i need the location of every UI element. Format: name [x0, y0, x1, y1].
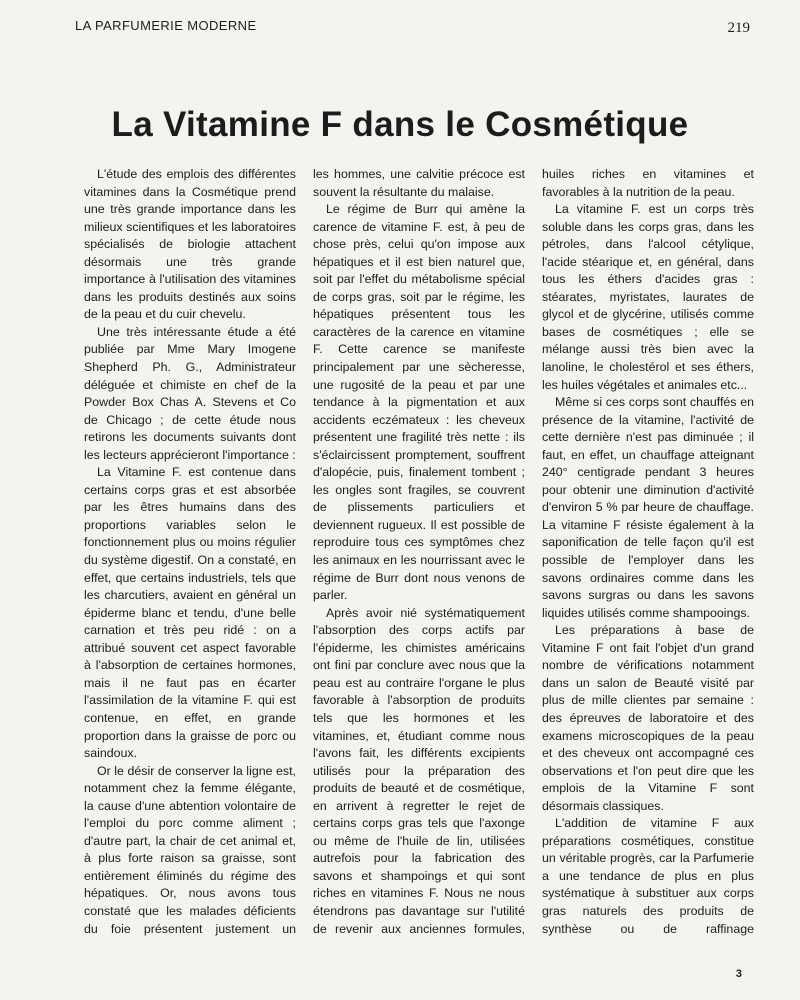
- article-title: La Vitamine F dans le Cosmétique: [111, 105, 689, 145]
- column-3: [542, 166, 754, 936]
- paragraph: La vitamine F. est un corps très soluble dans les corps gras, dans les pétroles, dans l'alcool cétylique, l'acide stéarique et, en général, dans tous les éthers d'acides gras : stéarates, myristates, laurates de glycol et de glycérine, utilisés comme bases de cosmétiques ; elle se mélange aussi très bien avec la lanoline, le cholestérol et ses éthers, les huiles végétales et animales etc...: [542, 202, 754, 392]
- paragraph: Même si ces corps sont chauffés en présence de la vitamine, l'activité de cette dernière n'est pas diminuée ; il faut, en effet, un chauffage atteignant 240° centigrade pendant 3 heures pour obtenir une diminution d'activité d'environ 5 % par heure de chauffage. La vitamine F résiste également à la saponification de telle façon qu'il est possible de l'employer dans les savons ordinaires comme dans les savons surgras ou dans les savons liquides utilisés comme shampooings.: [542, 395, 754, 620]
- folio-number: 3: [735, 968, 742, 980]
- column-2: [313, 166, 525, 936]
- paragraph: Une très intéressante étude a été publiée par Mme Mary Imogene Shepherd Ph. G., Administrateur déléguée et chimiste en chef de la Powder Box Chas A. Stevens et Co de Chicago ; de cette étude nous retirons les documents suivants dont les lecteurs apprécieront l'importance :: [84, 324, 296, 462]
- paragraph: huiles riches en vitamines et favorables à la nutrition de la peau.: [542, 167, 754, 199]
- paragraph: Or le désir de conserver la ligne est, notamment chez la femme élégante, la cause d'une abtention volontaire de l'emploi du porc comme aliment ; d'autre part, la chair de cet animal et, à plus forte raison sa graisse, sont entièrement éliminés du régime des hépatiques. Or, nous avons tous constaté que les malades déficients du foie présentent justement un: [84, 763, 296, 936]
- paragraph: L'étude des emplois des différentes vitamines dans la Cosmétique prend une très grande importance dans les milieux scientifiques et les laboratoires spécialisés de biologie attachent désormais une très grande importance à l'utilisation des vitamines dans les produits destinés aux soins de la peau et du cuir chevelu.: [84, 167, 296, 322]
- running-head: LA PARFUMERIE MODERNE: [75, 18, 257, 33]
- paragraph: Les préparations à base de Vitamine F ont fait l'objet d'un grand nombre de vérifications notamment dans un salon de Beauté visité par plus de mille clientes par semaine : des épreuves de laboratoire et des examens microscopiques de la peau et des cheveux ont accompagné ces observations et l'on peut dire que les emplois de la Vitamine F sont désormais classiques.: [542, 623, 754, 813]
- paragraph: les hommes, une calvitie précoce est souvent la résultante du malaise.: [313, 167, 525, 199]
- page-number: 219: [727, 20, 750, 36]
- article-body: [84, 166, 754, 936]
- paragraph: Après avoir nié systématiquement l'absorption des corps actifs par l'épiderme, les chimistes américains ont fini par conclure avec nous que la peau est au contraire l'organe le plus favorable à l'absorption de produits tels que les hormones et les vitamines, et, étudiant comme nous l'avons fait, les différents excipients utilisés pour la préparation des produits de beauté et de cosmétique, en arrivent à regretter le rejet de certains corps gras tels que l'axonge ou même de l'huile de lin, utilisées autrefois pour la fabrication des savons et shampoings et qui sont riches en vitamines F. Nous ne nous étendrons pas davantage sur l'utilité de revenir aux anciennes formules,: [313, 605, 525, 936]
- paragraph: La Vitamine F. est contenue dans certains corps gras et est absorbée par les êtres humains dans des proportions variables selon le fonctionnement plus ou moins régulier du système digestif. On a constaté, en effet, que certains industriels, tels que les charcutiers, avaient en général un épiderme blanc et tendu, d'une belle carnation et très peu ridé : on a attribué souvent cet aspect favorable à l'absorption de certaines hormones, mais il ne faut pas en écarter l'assimilation de la vitamine F. qui est contenue, en effet, en grande proportion dans la graisse de porc ou saindoux.: [84, 465, 296, 761]
- paragraph: L'addition de vitamine F aux préparations cosmétiques, constitue un véritable progrès, car la Parfumerie a une tendance de plus en plus systématique à substituer aux corps gras naturels des produits de synthèse ou de raffinage: [542, 816, 754, 936]
- column-1: [84, 166, 296, 936]
- paragraph: Le régime de Burr qui amène la carence de vitamine F. est, à peu de chose près, celui qu'on impose aux hépatiques et il est bien naturel que, soit par l'effet du métabolisme spécial de corps gras, soit par le régime, les hépatiques présentent tous les caractères de la carence en vitamine F. Cette carence se manifeste principalement par une sècheresse, une rugosité de la peau et par une tendance à la pigmentation et aux accidents eczémateux : les cheveux présentent une fragilité très nette : ils s'éclaircissent promptement, souffrent d'alopécie, puis, finalement tombent ; les ongles sont fragiles, se couvrent de plissements particuliers et deviennent rugueux. Il est possible de reproduire tous ces symptômes chez les animaux en les nourrissant avec le régime de Burr dont nous venons de parler.: [313, 202, 525, 603]
